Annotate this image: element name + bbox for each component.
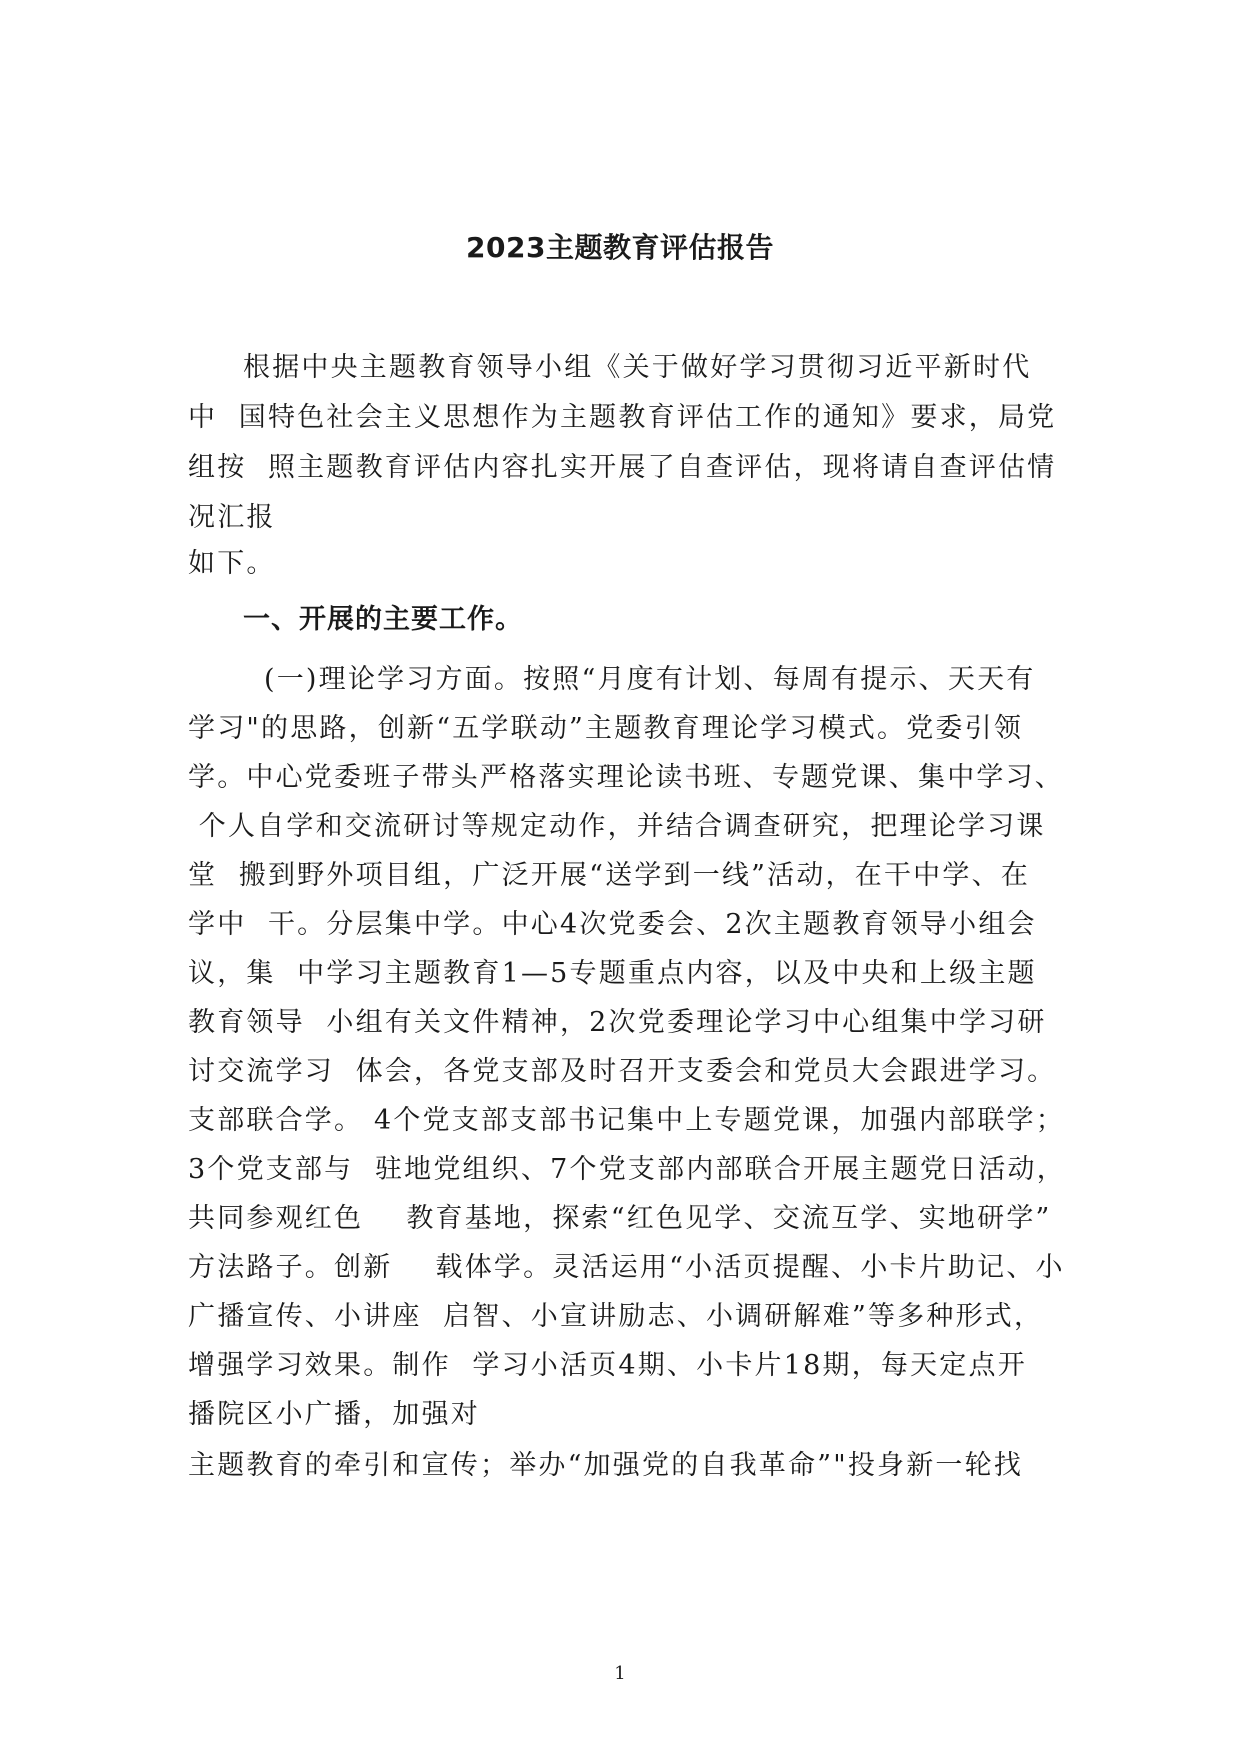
body-line: 教育领导 小组有关文件精神，2次党委理论学习中心组集中学习研: [188, 1007, 1047, 1038]
page-number: 1: [614, 1663, 626, 1684]
body-line: 方法路子。创新 载体学。灵活运用“小活页提醒、小卡片助记、小: [188, 1252, 1065, 1283]
body-line: 3个党支部与 驻地党组织、7个党支部内部联合开展主题党日活动，: [188, 1154, 1066, 1185]
body-line: 增强学习效果。制作 学习小活页4期、小卡片18期，每天定点开: [188, 1350, 1027, 1381]
body-line: 共同参观红色 教育基地，探索“红色见学、交流互学、实地研学”: [188, 1203, 1052, 1234]
body-line: 播院区小广播，加强对: [188, 1399, 480, 1430]
section-heading: 一、开展的主要工作。: [243, 604, 523, 635]
document-title: 2023主题教育评估报告: [466, 231, 774, 264]
body-line: 主题教育的牵引和宣传；举办“加强党的自我革命”"投身新一轮找: [188, 1450, 1024, 1481]
body-line: 广播宣传、小讲座 启智、小宣讲励志、小调研解难”等多种形式，: [188, 1301, 1044, 1332]
intro-line: 组按 照主题教育评估内容扎实开展了自查评估，现将请自查评估情: [188, 452, 1057, 483]
intro-line: 如下。: [188, 548, 276, 579]
body-line: 个人自学和交流研讨等规定动作，并结合调查研究，把理论学习课: [188, 811, 1046, 842]
intro-line: 根据中央主题教育领导小组《关于做好学习贯彻习近平新时代: [243, 352, 1032, 383]
intro-line: 中 国特色社会主义思想作为主题教育评估工作的通知》要求，局党: [188, 402, 1057, 433]
body-line: 堂 搬到野外项目组，广泛开展“送学到一线”活动，在干中学、在: [188, 860, 1030, 891]
body-line: (一)理论学习方面。按照“月度有计划、每周有提示、天天有: [264, 664, 1036, 695]
body-line: 讨交流学习 体会，各党支部及时召开支委会和党员大会跟进学习。: [188, 1056, 1057, 1087]
body-line: 学习"的思路，创新“五学联动”主题教育理论学习模式。党委引领: [188, 713, 1024, 744]
body-line: 议，集 中学习主题教育1—5专题重点内容，以及中央和上级主题: [188, 958, 1037, 989]
body-line: 学中 干。分层集中学。中心4次党委会、2次主题教育领导小组会: [188, 909, 1037, 940]
intro-line: 况汇报: [188, 502, 276, 533]
body-line: 支部联合学。 4个党支部支部书记集中上专题党课，加强内部联学；: [188, 1105, 1065, 1136]
body-line: 学。中心党委班子带头严格落实理论读书班、专题党课、集中学习、: [188, 762, 1064, 793]
